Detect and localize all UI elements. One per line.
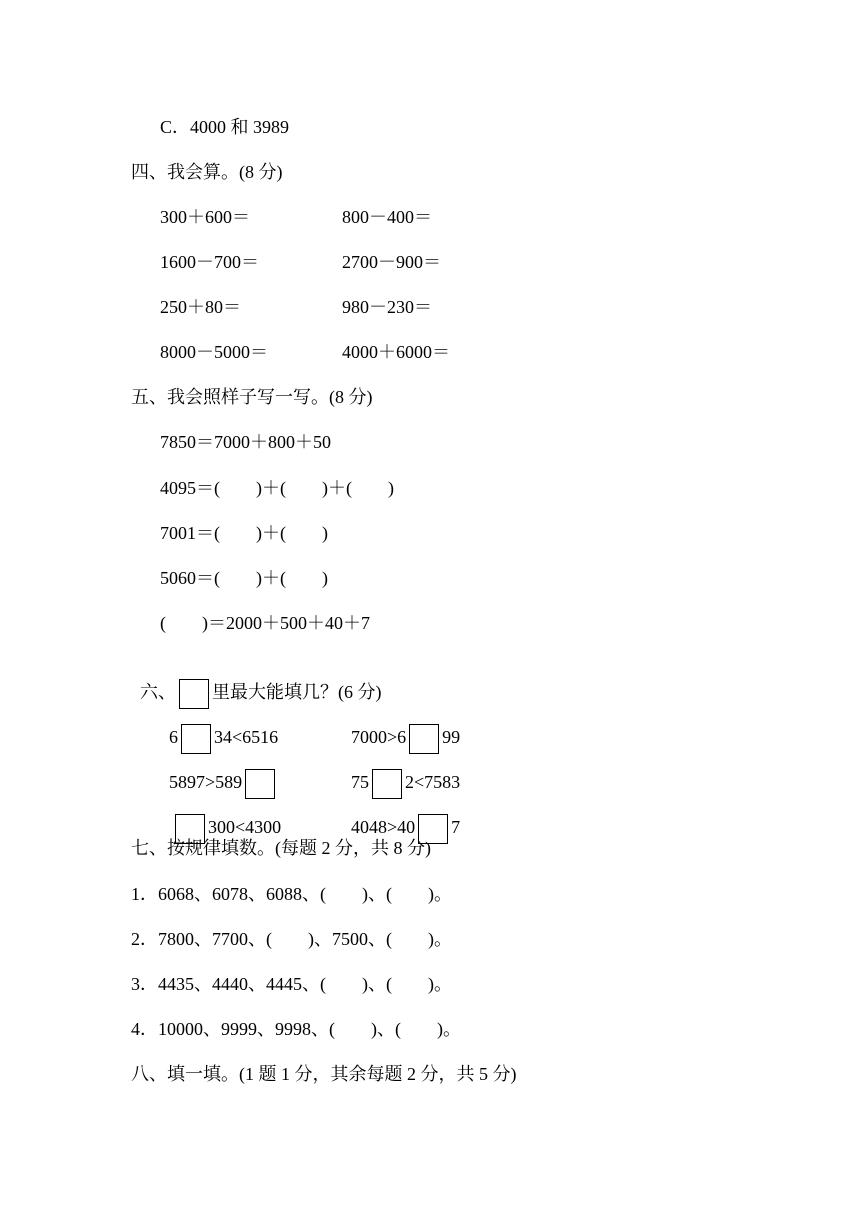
sequence-item: 1．6068、6078、6088、( )、( )。 bbox=[131, 884, 452, 904]
decompose-line: 7001＝( )＋( ) bbox=[160, 523, 328, 543]
sequence-item: 3．4435、4440、4445、( )、( )。 bbox=[131, 974, 452, 994]
decompose-line: 4095＝( )＋( )＋( ) bbox=[160, 478, 394, 498]
calc-item: 800－400＝ bbox=[342, 207, 432, 227]
heading-prefix: 六、 bbox=[140, 682, 176, 703]
section-8-heading: 八、填一填。(1 题 1 分，其余每题 2 分，共 5 分) bbox=[131, 1064, 517, 1084]
calc-item: 1600－700＝ bbox=[160, 252, 259, 272]
section-7-heading: 七、按规律填数。(每题 2 分，共 8 分) bbox=[131, 838, 431, 858]
compare-pre: 4048>40 bbox=[351, 817, 416, 838]
compare-pre: 7000>6 bbox=[351, 727, 407, 748]
calc-item: 2700－900＝ bbox=[342, 252, 441, 272]
section-4-heading: 四、我会算。(8 分) bbox=[131, 162, 283, 182]
calc-item: 980－230＝ bbox=[342, 297, 432, 317]
compare-pre: 5897>589 bbox=[169, 772, 243, 793]
compare-post: 300<4300 bbox=[208, 817, 282, 838]
compare-pre: 75 bbox=[351, 772, 369, 793]
compare-pre: 6 bbox=[169, 727, 178, 748]
heading-suffix: 里最大能填几？(6 分) bbox=[212, 682, 382, 703]
compare-post: 2<7583 bbox=[405, 772, 461, 793]
compare-post: 34<6516 bbox=[214, 727, 279, 748]
decompose-line: 5060＝( )＋( ) bbox=[160, 568, 328, 588]
calc-item: 4000＋6000＝ bbox=[342, 342, 450, 362]
calc-item: 300＋600＝ bbox=[160, 207, 250, 227]
sequence-item: 2．7800、7700、( )、7500、( )。 bbox=[131, 929, 452, 949]
calc-item: 250＋80＝ bbox=[160, 297, 241, 317]
sequence-item: 4．10000、9999、9998、( )、( )。 bbox=[131, 1019, 461, 1039]
compare-post: 7 bbox=[451, 817, 461, 838]
section-5-heading: 五、我会照样子写一写。(8 分) bbox=[131, 387, 373, 407]
decompose-line: ( )＝2000＋500＋40＋7 bbox=[160, 613, 370, 633]
compare-post: 99 bbox=[442, 727, 461, 748]
option-c: C．4000 和 3989 bbox=[160, 117, 290, 137]
calc-item: 8000－5000＝ bbox=[160, 342, 268, 362]
example-line: 7850＝7000＋800＋50 bbox=[160, 432, 331, 452]
